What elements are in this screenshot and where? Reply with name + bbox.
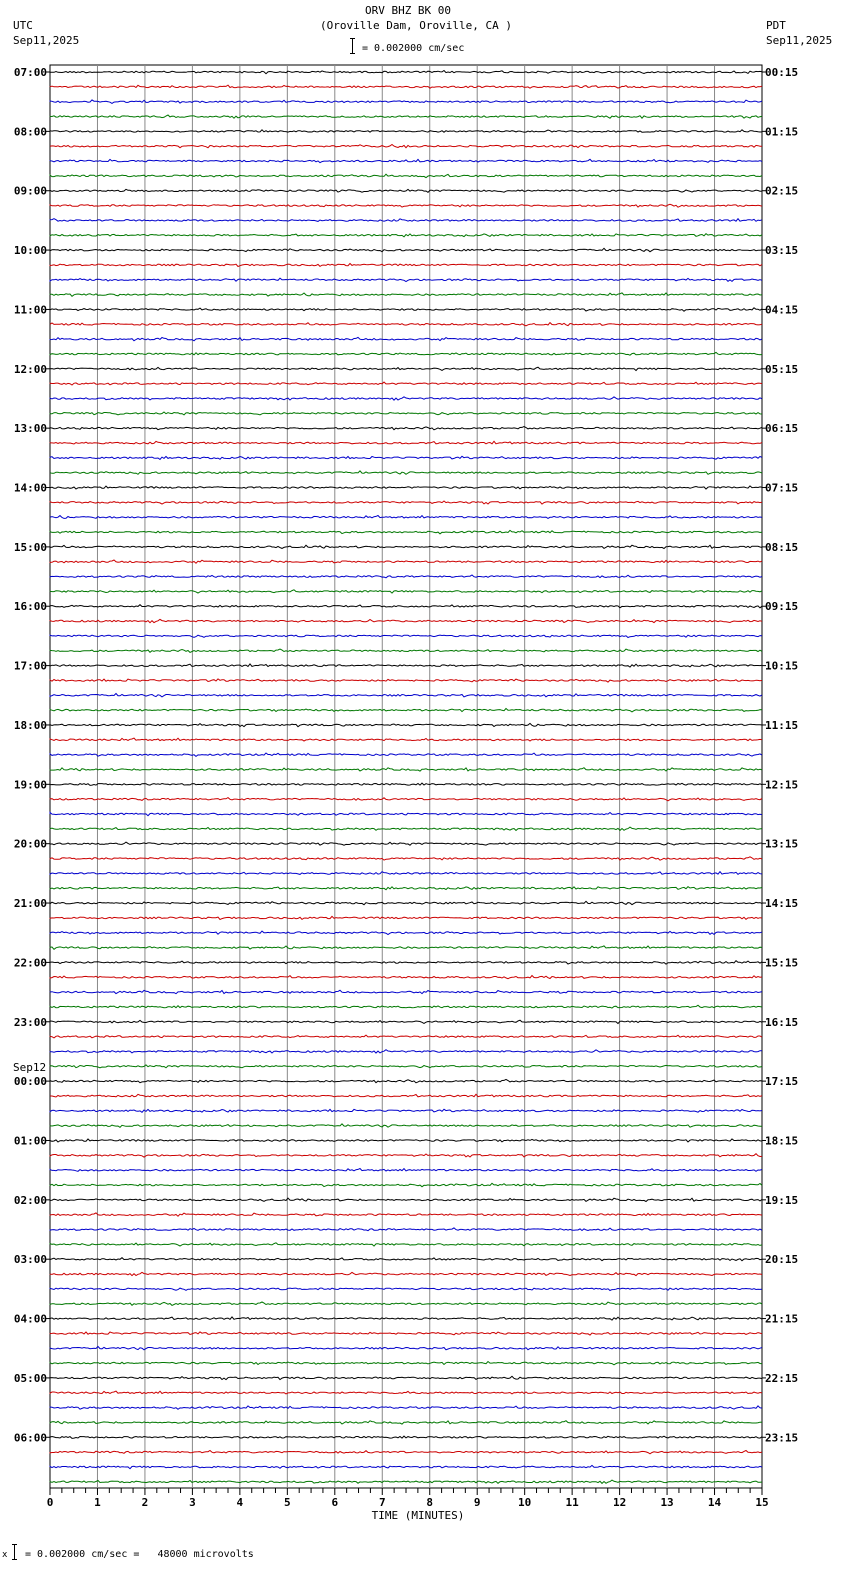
- seismic-trace: [50, 679, 762, 682]
- x-tick-label: 4: [236, 1496, 244, 1509]
- x-tick-label: 13: [660, 1496, 674, 1509]
- seismic-trace: [50, 590, 762, 593]
- seismic-trace: [50, 486, 762, 489]
- seismic-trace: [50, 1198, 762, 1201]
- utc-hour-label: 11:00: [13, 303, 47, 317]
- seismic-trace: [50, 382, 762, 385]
- seismic-trace: [50, 1391, 762, 1394]
- x-tick-label: 3: [189, 1496, 196, 1509]
- pdt-hour-label: 17:15: [765, 1075, 799, 1089]
- footer-scale-text: = 0.002000 cm/sec = 48000 microvolts: [25, 1549, 254, 1560]
- seismic-trace: [50, 872, 762, 875]
- x-axis-label: TIME (MINUTES): [371, 1509, 465, 1522]
- right-timezone: PDT: [766, 19, 786, 32]
- seismic-trace: [50, 649, 762, 652]
- footer-prefix: x: [2, 1550, 8, 1560]
- scale-label: = 0.002000 cm/sec: [362, 43, 465, 54]
- seismic-trace: [50, 1035, 762, 1038]
- seismic-trace: [50, 337, 762, 340]
- seismic-trace: [50, 575, 762, 578]
- utc-hour-label: 09:00: [13, 184, 47, 198]
- seismic-trace: [50, 857, 762, 860]
- seismic-trace: [50, 1376, 762, 1379]
- seismic-trace: [50, 723, 762, 726]
- seismic-trace: [50, 961, 762, 964]
- left-date: Sep11,2025: [13, 34, 80, 47]
- seismic-trace: [50, 1258, 762, 1261]
- pdt-hour-label: 21:15: [765, 1312, 799, 1326]
- seismic-trace: [50, 293, 762, 296]
- seismic-trace: [50, 100, 762, 104]
- seismic-trace: [50, 530, 762, 533]
- x-tick-label: 11: [565, 1496, 579, 1509]
- pdt-hour-label: 20:15: [765, 1253, 799, 1267]
- pdt-hour-label: 12:15: [765, 778, 799, 792]
- utc-hour-label: 10:00: [13, 244, 47, 258]
- date-change-label: Sep12: [13, 1061, 47, 1074]
- seismic-trace: [50, 842, 762, 845]
- seismic-trace: [50, 145, 762, 148]
- pdt-hour-label: 11:15: [765, 718, 799, 732]
- seismic-trace: [50, 130, 762, 132]
- seismic-trace: [50, 1480, 762, 1483]
- seismic-trace: [50, 1317, 762, 1320]
- seismic-trace: [50, 901, 762, 904]
- seismic-trace: [50, 1169, 762, 1172]
- chart-title: ORV BHZ BK 00: [364, 4, 452, 17]
- seismic-trace: [50, 1094, 762, 1097]
- seismic-trace: [50, 1005, 762, 1008]
- utc-hour-label: 00:00: [13, 1075, 47, 1089]
- seismic-trace: [50, 827, 762, 830]
- seismic-trace: [50, 1139, 762, 1142]
- utc-hour-label: 14:00: [13, 481, 47, 495]
- x-tick-label: 1: [94, 1496, 101, 1509]
- seismic-trace: [50, 412, 762, 415]
- seismic-trace: [50, 1406, 762, 1409]
- seismic-trace: [50, 516, 762, 519]
- pdt-hour-label: 23:15: [765, 1431, 799, 1445]
- seismic-trace: [50, 1079, 762, 1082]
- seismic-trace: [50, 1020, 762, 1023]
- seismic-trace: [50, 753, 762, 756]
- seismic-trace: [50, 1451, 762, 1454]
- x-tick-label: 8: [426, 1496, 434, 1509]
- pdt-hour-label: 07:15: [765, 481, 799, 495]
- seismic-trace: [50, 1272, 762, 1275]
- seismic-trace: [50, 427, 762, 430]
- pdt-hour-label: 09:15: [765, 600, 799, 614]
- pdt-hour-label: 03:15: [765, 244, 799, 258]
- pdt-hour-label: 16:15: [765, 1015, 799, 1029]
- utc-hour-label: 01:00: [13, 1134, 47, 1148]
- seismic-trace: [50, 189, 762, 192]
- seismic-trace: [50, 990, 762, 993]
- utc-hour-label: 23:00: [13, 1015, 47, 1029]
- seismic-trace: [50, 946, 762, 949]
- seismic-trace: [50, 768, 762, 771]
- seismic-trace: [50, 635, 762, 637]
- pdt-hour-label: 14:15: [765, 897, 799, 911]
- seismic-trace: [50, 545, 762, 548]
- seismic-trace: [50, 1288, 762, 1291]
- seismic-trace: [50, 1436, 762, 1438]
- seismic-trace: [50, 694, 762, 697]
- seismic-trace: [50, 1362, 762, 1365]
- x-tick-label: 6: [331, 1496, 339, 1509]
- utc-hour-label: 13:00: [13, 422, 47, 436]
- seismic-trace: [50, 71, 762, 74]
- seismic-trace: [50, 115, 762, 118]
- seismic-trace: [50, 916, 762, 919]
- utc-hour-label: 17:00: [13, 659, 47, 673]
- utc-hour-label: 03:00: [13, 1253, 47, 1267]
- x-tick-label: 15: [755, 1496, 769, 1509]
- pdt-hour-label: 22:15: [765, 1371, 799, 1385]
- seismic-trace: [50, 560, 762, 563]
- utc-hour-label: 19:00: [13, 778, 47, 792]
- seismic-trace: [50, 798, 762, 801]
- pdt-hour-label: 04:15: [765, 303, 799, 317]
- plot-frame: [50, 65, 762, 1488]
- x-tick-label: 12: [612, 1496, 627, 1509]
- x-tick-label: 9: [473, 1496, 481, 1509]
- seismic-trace: [50, 204, 762, 207]
- utc-hour-label: 04:00: [13, 1312, 47, 1326]
- seismic-trace: [50, 1243, 762, 1246]
- seismic-trace: [50, 85, 762, 88]
- seismic-trace: [50, 471, 762, 474]
- seismic-trace: [50, 1124, 762, 1127]
- left-timezone: UTC: [13, 19, 33, 32]
- utc-hour-label: 16:00: [13, 600, 47, 614]
- x-tick-label: 10: [518, 1496, 532, 1509]
- seismic-trace: [50, 234, 762, 237]
- seismic-trace: [50, 1228, 762, 1231]
- seismic-trace: [50, 709, 762, 712]
- seismic-trace: [50, 1332, 762, 1335]
- seismic-trace: [50, 931, 762, 934]
- seismic-trace: [50, 976, 762, 979]
- footer-scale-bar-icon: [14, 1544, 15, 1560]
- pdt-hour-label: 18:15: [765, 1134, 799, 1148]
- x-tick-label: 7: [378, 1496, 386, 1509]
- utc-hour-label: 05:00: [13, 1371, 47, 1385]
- seismic-trace: [50, 248, 762, 251]
- utc-hour-label: 06:00: [13, 1431, 47, 1445]
- x-tick-label: 14: [707, 1496, 722, 1509]
- x-tick-label: 0: [46, 1496, 54, 1509]
- seismic-trace: [50, 605, 762, 608]
- seismic-trace: [50, 1213, 762, 1216]
- chart-subtitle: (Oroville Dam, Oroville, CA ): [319, 19, 513, 32]
- pdt-hour-label: 13:15: [765, 837, 799, 851]
- seismic-trace: [50, 619, 762, 622]
- seismic-trace: [50, 308, 762, 311]
- seismic-trace: [50, 1302, 762, 1305]
- utc-hour-label: 08:00: [13, 125, 47, 139]
- seismic-trace: [50, 1183, 762, 1186]
- pdt-hour-label: 06:15: [765, 422, 799, 436]
- seismic-trace: [50, 219, 762, 222]
- utc-hour-label: 18:00: [13, 718, 47, 732]
- pdt-hour-label: 15:15: [765, 956, 799, 970]
- utc-hour-label: 21:00: [13, 897, 47, 911]
- utc-hour-label: 22:00: [13, 956, 47, 970]
- pdt-hour-label: 00:15: [765, 66, 799, 79]
- seismic-trace: [50, 1065, 762, 1068]
- pdt-hour-label: 10:15: [765, 659, 799, 673]
- utc-hour-label: 15:00: [13, 540, 47, 554]
- seismic-trace: [50, 812, 762, 815]
- seismic-trace: [50, 1421, 762, 1424]
- x-tick-label: 5: [284, 1496, 291, 1509]
- right-date: Sep11,2025: [766, 34, 833, 47]
- seismic-trace: [50, 1347, 762, 1350]
- seismic-trace: [50, 887, 762, 890]
- seismic-trace: [50, 1109, 762, 1112]
- pdt-hour-label: 08:15: [765, 540, 799, 554]
- seismic-trace: [50, 159, 762, 162]
- pdt-hour-label: 19:15: [765, 1193, 799, 1207]
- utc-hour-label: 20:00: [13, 837, 47, 851]
- x-tick-label: 2: [141, 1496, 149, 1509]
- utc-hour-label: 12:00: [13, 362, 47, 376]
- seismic-trace: [50, 367, 762, 370]
- utc-hour-label: 02:00: [13, 1193, 47, 1207]
- pdt-hour-label: 05:15: [765, 362, 799, 376]
- seismic-trace: [50, 441, 762, 444]
- seismic-trace: [50, 1465, 762, 1468]
- seismic-trace: [50, 278, 762, 281]
- seismic-trace: [50, 738, 762, 741]
- seismic-trace: [50, 352, 762, 355]
- utc-hour-label: 07:00: [13, 66, 47, 79]
- seismic-trace: [50, 456, 762, 459]
- seismic-trace: [50, 264, 762, 267]
- seismic-trace: [50, 174, 762, 177]
- seismic-trace: [50, 323, 762, 326]
- seismic-trace: [50, 664, 762, 667]
- seismic-trace: [50, 783, 762, 785]
- seismic-trace: [50, 1050, 762, 1053]
- seismic-trace: [50, 501, 762, 504]
- pdt-hour-label: 01:15: [765, 125, 799, 139]
- pdt-hour-label: 02:15: [765, 184, 799, 198]
- seismic-trace: [50, 1154, 762, 1157]
- seismic-trace: [50, 397, 762, 400]
